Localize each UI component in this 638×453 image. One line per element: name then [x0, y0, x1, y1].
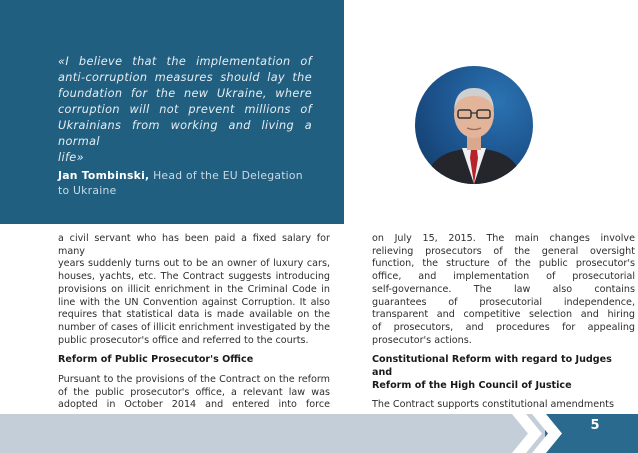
person-silhouette-icon [415, 66, 533, 184]
quote-line: Ukrainians from working and living a normal [58, 119, 312, 148]
page-number: 5 [590, 418, 600, 433]
section-heading: Constitutional Reform with regard to Judges and [372, 354, 612, 379]
body-line: function, the structure of the public prosecutor's [372, 258, 635, 270]
body-line: office, and implementation of prosecutorial [372, 271, 635, 283]
author-name: Jan Tombinski, [58, 169, 150, 182]
left-column [58, 233, 330, 412]
body-line: transparent and competitive selection and hiring [372, 309, 635, 321]
body-line: guarantees of prosecutorial independence, [372, 296, 635, 308]
body-line: relieving prosecutors of the general oversight [372, 245, 635, 257]
body-line: requires that statistical data is made available on the [58, 309, 330, 321]
body-line: public prosecutor's office and referred to the courts. [58, 334, 309, 346]
quote-line: foundation for the new Ukraine, where [58, 87, 312, 100]
body-line: prosecutor's actions. [372, 334, 472, 346]
body-line: Pursuant to the provisions of the Contract on the reform [58, 374, 330, 386]
body-line: adopted in October 2014 and entered into force [58, 399, 330, 411]
section-heading: Reform of Public Prosecutor's Office [58, 354, 254, 366]
body-line: a civil servant who has been paid a fixed salary for many [58, 233, 330, 257]
author-title: Head of the EU Delegation to Ukraine [58, 169, 303, 197]
quote-line: corruption will not prevent millions of [58, 103, 312, 116]
body-line: houses, yachts, etc. The Contract suggests introducing [58, 271, 330, 283]
right-column [372, 233, 635, 412]
body-line: The Contract supports constitutional amendments [372, 399, 614, 411]
body-line: number of cases of illicit enrichment investigated by the [58, 321, 330, 333]
quote-line: «I believe that the implementation of [58, 55, 312, 68]
double-chevron-icon [512, 414, 572, 453]
body-line: line with the UN Convention against Corruption. It also [58, 296, 330, 308]
portrait-photo [415, 66, 533, 184]
quote-text [58, 54, 312, 166]
body-line: years suddenly turns out to be an owner of luxury cars, [58, 258, 330, 270]
quote-line: anti-corruption measures should lay the [58, 71, 312, 84]
body-line: of the public prosecutor's office, a relevant law was [58, 386, 330, 398]
body-line: provisions on illicit enrichment in the Criminal Code in [58, 283, 330, 295]
body-line: of prosecutors, and procedures for appealing [372, 321, 635, 333]
body-line: self-governance. The law also contains [372, 283, 635, 295]
quote-line: life» [58, 151, 84, 164]
quote-attribution [58, 168, 314, 198]
section-heading: Reform of the High Council of Justice [372, 379, 572, 391]
body-line: on July 15, 2015. The main changes involve [372, 233, 635, 244]
